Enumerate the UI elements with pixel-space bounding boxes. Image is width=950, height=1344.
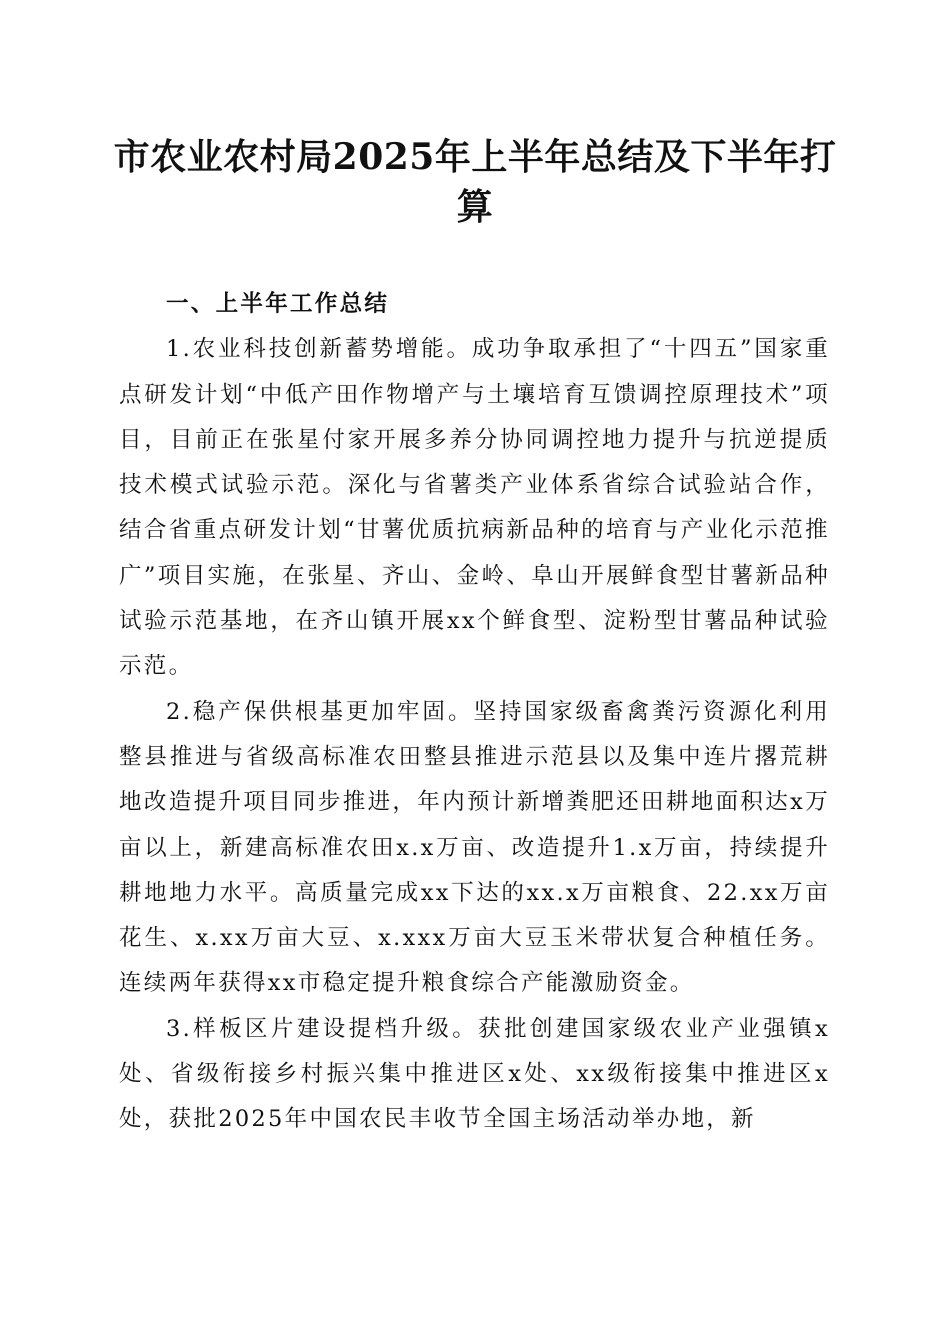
document-title: 市农业农村局2025年上半年总结及下半年打算 [113,136,837,228]
paragraph-stable-supply: 2.稳产保供根基更加牢固。坚持国家级畜禽粪污资源化利用整县推进与省级高标准农田整县推进示范县以及集中连片撂荒耕地改造提升项目同步推进，年内预计新增粪肥还田耕地面积达x万亩以上，新建高标准农田x.x万亩、改造提升1.x万亩，持续提升耕地地力水平。高质量完成xx下达的xx.x万亩粮食、22.xx万亩花生、x.xx万亩大豆、x.xxx万亩大豆玉米带状复合种植任务。连续两年获得xx市稳定提升粮食综合产能激励资金。 [119,698,830,997]
document-body [119,282,830,1143]
paragraph-model-zones: 3.样板区片建设提档升级。获批创建国家级农业产业强镇x处、省级衔接乡村振兴集中推进区x处、xx级衔接集中推进区x处，获批2025年中国农民丰收节全国主场活动举办地，新 [119,1015,830,1133]
paragraph-tech-innovation: 1.农业科技创新蓄势增能。成功争取承担了“十四五”国家重点研发计划“中低产田作物增产与土壤培育互馈调控原理技术”项目，目前正在张星付家开展多养分协同调控地力提升与抗逆提质技术模式试验示范。深化与省薯类产业体系省综合试验站合作，结合省重点研发计划“甘薯优质抗病新品种的培育与产业化示范推广”项目实施，在张星、齐山、金岭、阜山开展鲜食型甘薯新品种试验示范基地，在齐山镇开展xx个鲜食型、淀粉型甘薯品种试验示范。 [119,336,830,680]
section-heading: 一、上半年工作总结 [166,291,390,317]
